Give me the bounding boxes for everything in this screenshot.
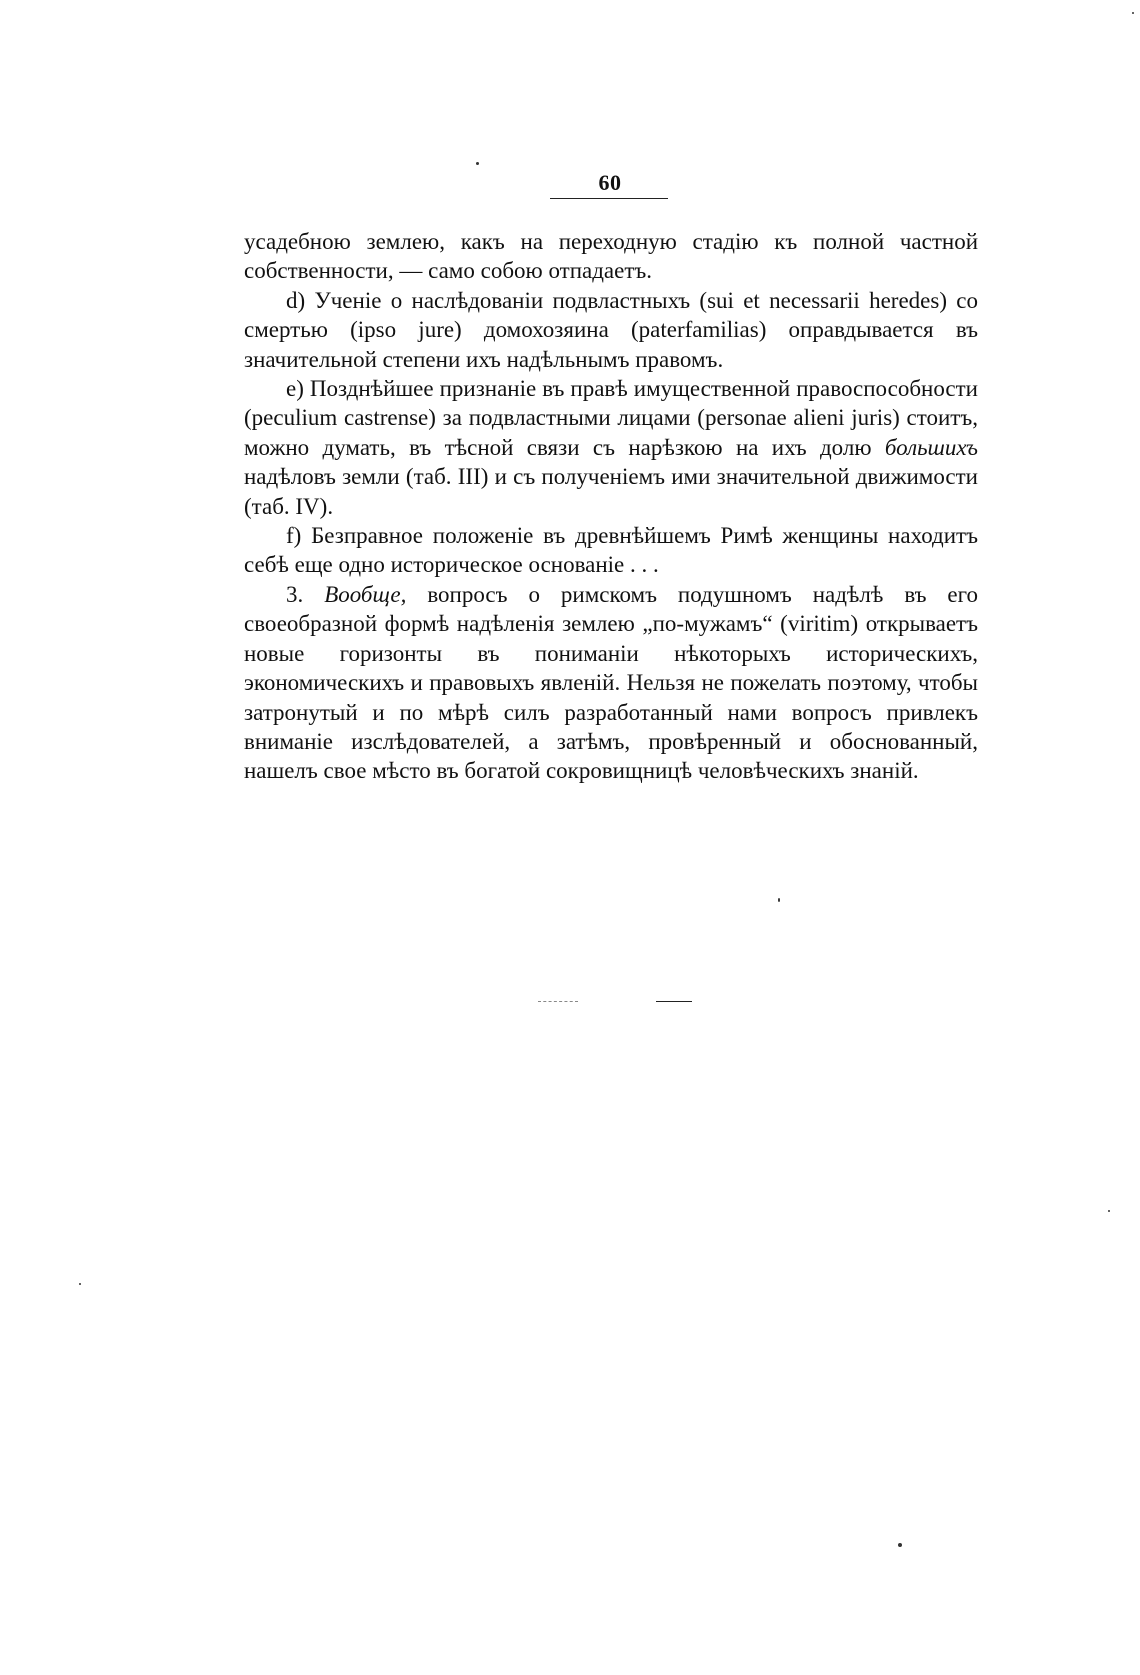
paragraph-text-after: вопросъ о римскомъ подушномъ надѣлѣ въ его своеобразной формѣ надѣленія землею „по-мужамъ“ (viritim) открываетъ новые горизонты въ пониманіи нѣкоторыхъ историческихъ, экономическихъ и правовыхъ явленій. Нельзя не пожелать поэтому, чтобы затронутый и по мѣрѣ силъ разработанный нами вопросъ привлекъ вниманіе изслѣдователей, а затѣмъ, провѣренный и обоснованный, нашелъ свое мѣсто въ богатой сокровищницѣ человѣческихъ знаній. [244, 581, 979, 784]
page-number-rule [550, 198, 668, 199]
paragraph-text: d) Ученіе о наслѣдованіи подвластныхъ (sui et necessarii heredes) со смертью (ipso jure) домохозяина (paterfamilias) оправдывается въ значительной степени ихъ надѣльнымъ правомъ. [244, 287, 978, 372]
end-mark-rule [656, 1001, 692, 1002]
paragraph-continuation [244, 227, 978, 286]
scan-speck [79, 1283, 81, 1285]
paragraph-text: f) Безправное положеніе въ древнѣйшемъ Римѣ женщины находитъ себѣ еще одно историческое основаніе . . . [244, 523, 978, 578]
paragraph-text-before: e) Позднѣйшее признаніе въ правѣ имущественной правоспособности (peculium castrense) за подвластными лицами (personae alieni juris) стоитъ, можно думать, въ тѣсной связи съ нарѣзкою на ихъ долю [244, 376, 978, 460]
scan-speck [1132, 12, 1134, 14]
body-text [244, 227, 978, 786]
scan-speck [898, 1543, 902, 1547]
paragraph-e [244, 374, 978, 521]
scan-speck [778, 898, 780, 902]
paragraph-f [244, 521, 978, 580]
emphasis-text: большихъ [884, 434, 978, 460]
end-mark-dashes [538, 1001, 578, 1002]
paragraph-text-after: надѣловъ земли (таб. III) и съ полученіемъ ими значительной движимости (таб. IV). [244, 464, 978, 519]
scan-speck [476, 162, 479, 165]
emphasis-text: Вообще, [324, 581, 407, 607]
scan-speck [1108, 1210, 1110, 1212]
paragraph-d [244, 286, 978, 374]
paragraph-text: усадебною землею, какъ на переходную стадію къ полной частной собственности, — само собою отпадаетъ. [244, 229, 978, 284]
paragraph-lead: 3. [286, 581, 325, 607]
page-number: 60 [598, 170, 622, 195]
paragraph-3 [244, 580, 978, 786]
